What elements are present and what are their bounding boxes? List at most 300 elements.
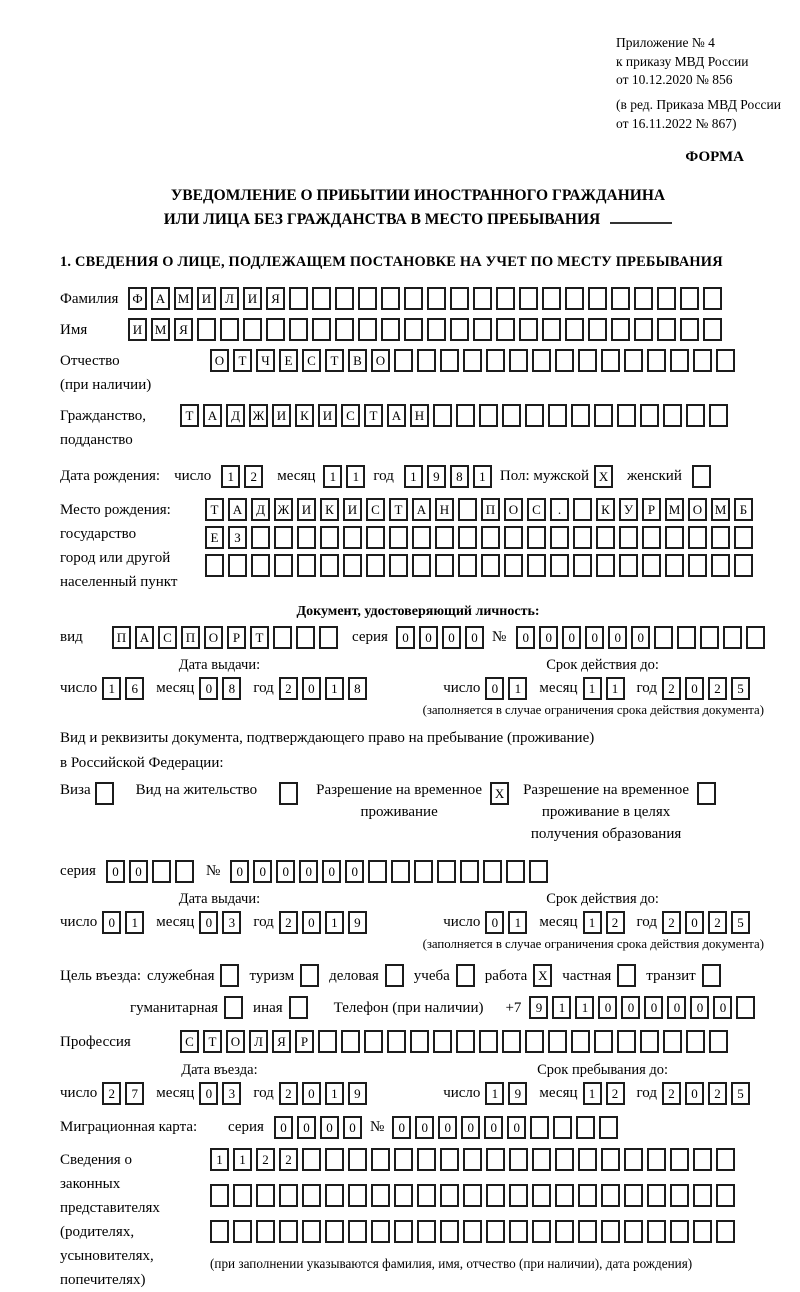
char-cell[interactable]: 1 [508, 677, 527, 700]
char-cell[interactable] [617, 1030, 636, 1053]
char-cell[interactable]: 0 [562, 626, 581, 649]
char-cell[interactable] [414, 860, 433, 883]
female-checkbox[interactable] [692, 465, 711, 488]
char-cell[interactable] [519, 287, 538, 310]
doc-number-cells[interactable] [516, 626, 769, 649]
char-cell[interactable] [210, 1184, 229, 1207]
char-cell[interactable] [596, 554, 615, 577]
char-cell[interactable] [509, 1148, 528, 1171]
char-cell[interactable]: 2 [662, 677, 681, 700]
char-cell[interactable] [486, 1220, 505, 1243]
char-cell[interactable]: 2 [708, 1082, 727, 1105]
char-cell[interactable]: 0 [685, 1082, 704, 1105]
char-cell[interactable]: О [226, 1030, 245, 1053]
char-cell[interactable]: П [481, 498, 500, 521]
char-cell[interactable] [571, 404, 590, 427]
char-cell[interactable]: С [158, 626, 177, 649]
char-cell[interactable]: Д [251, 498, 270, 521]
char-cell[interactable] [530, 1116, 549, 1139]
char-cell[interactable] [700, 626, 719, 649]
char-cell[interactable] [548, 404, 567, 427]
char-cell[interactable]: С [527, 498, 546, 521]
char-cell[interactable] [450, 318, 469, 341]
char-cell[interactable]: К [596, 498, 615, 521]
birth-month-cells[interactable] [323, 465, 369, 488]
char-cell[interactable] [417, 349, 436, 372]
char-cell[interactable]: Т [325, 349, 344, 372]
char-cell[interactable]: О [504, 498, 523, 521]
char-cell[interactable]: 3 [222, 1082, 241, 1105]
char-cell[interactable] [417, 1220, 436, 1243]
char-cell[interactable] [364, 1030, 383, 1053]
char-cell[interactable] [588, 318, 607, 341]
char-cell[interactable] [404, 287, 423, 310]
representatives-row-3[interactable] [210, 1220, 739, 1243]
char-cell[interactable] [220, 318, 239, 341]
char-cell[interactable] [152, 860, 171, 883]
char-cell[interactable] [601, 1220, 620, 1243]
purpose-business-checkbox[interactable] [385, 964, 404, 987]
doc-valid-day[interactable] [485, 677, 531, 700]
char-cell[interactable]: 5 [731, 1082, 750, 1105]
char-cell[interactable]: 5 [731, 677, 750, 700]
char-cell[interactable] [479, 1030, 498, 1053]
char-cell[interactable]: Ж [249, 404, 268, 427]
char-cell[interactable] [458, 554, 477, 577]
char-cell[interactable] [578, 349, 597, 372]
char-cell[interactable] [279, 1220, 298, 1243]
char-cell[interactable]: 1 [221, 465, 240, 488]
char-cell[interactable]: Н [435, 498, 454, 521]
char-cell[interactable] [601, 1148, 620, 1171]
char-cell[interactable] [381, 318, 400, 341]
char-cell[interactable] [481, 526, 500, 549]
firstname-cells[interactable] [128, 318, 726, 341]
char-cell[interactable] [601, 349, 620, 372]
char-cell[interactable] [716, 1148, 735, 1171]
char-cell[interactable] [550, 526, 569, 549]
char-cell[interactable] [450, 287, 469, 310]
char-cell[interactable]: Т [233, 349, 252, 372]
char-cell[interactable] [228, 554, 247, 577]
char-cell[interactable]: Л [220, 287, 239, 310]
char-cell[interactable] [640, 1030, 659, 1053]
char-cell[interactable]: 0 [713, 996, 732, 1019]
char-cell[interactable]: 2 [606, 1082, 625, 1105]
char-cell[interactable]: О [688, 498, 707, 521]
char-cell[interactable] [670, 349, 689, 372]
char-cell[interactable] [320, 526, 339, 549]
surname-cells[interactable] [128, 287, 726, 310]
char-cell[interactable] [358, 287, 377, 310]
char-cell[interactable]: 5 [731, 911, 750, 934]
char-cell[interactable] [624, 1220, 643, 1243]
char-cell[interactable]: А [135, 626, 154, 649]
char-cell[interactable] [312, 318, 331, 341]
char-cell[interactable] [693, 349, 712, 372]
char-cell[interactable] [440, 1220, 459, 1243]
char-cell[interactable]: У [619, 498, 638, 521]
char-cell[interactable]: А [412, 498, 431, 521]
char-cell[interactable] [736, 996, 755, 1019]
char-cell[interactable] [274, 526, 293, 549]
phone-cells[interactable] [529, 996, 759, 1019]
char-cell[interactable]: 0 [106, 860, 125, 883]
char-cell[interactable]: Д [226, 404, 245, 427]
char-cell[interactable] [368, 860, 387, 883]
male-checkbox[interactable]: X [594, 465, 613, 488]
char-cell[interactable]: 0 [461, 1116, 480, 1139]
char-cell[interactable] [463, 349, 482, 372]
char-cell[interactable]: 0 [274, 1116, 293, 1139]
char-cell[interactable] [320, 554, 339, 577]
char-cell[interactable]: 9 [348, 911, 367, 934]
birth-day-cells[interactable] [221, 465, 267, 488]
char-cell[interactable]: 2 [279, 1082, 298, 1105]
char-cell[interactable] [358, 318, 377, 341]
permit-issue-year[interactable] [279, 911, 371, 934]
doc-valid-month[interactable] [583, 677, 629, 700]
char-cell[interactable] [266, 318, 285, 341]
char-cell[interactable] [716, 1184, 735, 1207]
char-cell[interactable] [670, 1148, 689, 1171]
edu-permit-checkbox[interactable] [697, 782, 716, 805]
char-cell[interactable]: П [181, 626, 200, 649]
char-cell[interactable]: А [387, 404, 406, 427]
birthplace-row-3[interactable] [205, 554, 757, 577]
char-cell[interactable] [302, 1184, 321, 1207]
char-cell[interactable]: 0 [297, 1116, 316, 1139]
char-cell[interactable] [440, 1148, 459, 1171]
char-cell[interactable] [335, 318, 354, 341]
char-cell[interactable]: М [665, 498, 684, 521]
char-cell[interactable] [463, 1148, 482, 1171]
char-cell[interactable]: 0 [102, 911, 121, 934]
char-cell[interactable]: Ч [256, 349, 275, 372]
char-cell[interactable] [734, 526, 753, 549]
char-cell[interactable]: 1 [102, 677, 121, 700]
char-cell[interactable] [599, 1116, 618, 1139]
char-cell[interactable] [433, 404, 452, 427]
char-cell[interactable] [427, 287, 446, 310]
char-cell[interactable] [634, 318, 653, 341]
char-cell[interactable] [481, 554, 500, 577]
char-cell[interactable] [532, 1148, 551, 1171]
char-cell[interactable] [233, 1220, 252, 1243]
char-cell[interactable]: 0 [516, 626, 535, 649]
entry-year[interactable] [279, 1082, 371, 1105]
char-cell[interactable]: 0 [320, 1116, 339, 1139]
char-cell[interactable]: 0 [343, 1116, 362, 1139]
char-cell[interactable]: К [320, 498, 339, 521]
char-cell[interactable] [565, 318, 584, 341]
char-cell[interactable] [256, 1220, 275, 1243]
char-cell[interactable] [716, 1220, 735, 1243]
char-cell[interactable] [647, 1148, 666, 1171]
doc-issue-month[interactable] [199, 677, 245, 700]
char-cell[interactable]: 0 [507, 1116, 526, 1139]
char-cell[interactable] [709, 1030, 728, 1053]
char-cell[interactable] [341, 1030, 360, 1053]
char-cell[interactable] [404, 318, 423, 341]
char-cell[interactable]: И [197, 287, 216, 310]
char-cell[interactable] [435, 526, 454, 549]
char-cell[interactable] [553, 1116, 572, 1139]
char-cell[interactable]: 1 [473, 465, 492, 488]
char-cell[interactable] [665, 554, 684, 577]
char-cell[interactable] [435, 554, 454, 577]
char-cell[interactable] [506, 860, 525, 883]
birthplace-row-2[interactable] [205, 526, 757, 549]
char-cell[interactable] [302, 1220, 321, 1243]
char-cell[interactable] [657, 318, 676, 341]
char-cell[interactable] [624, 349, 643, 372]
char-cell[interactable]: 1 [325, 1082, 344, 1105]
char-cell[interactable]: 0 [667, 996, 686, 1019]
char-cell[interactable] [571, 1030, 590, 1053]
char-cell[interactable]: 1 [325, 911, 344, 934]
char-cell[interactable] [348, 1184, 367, 1207]
char-cell[interactable]: Я [266, 287, 285, 310]
char-cell[interactable]: 1 [323, 465, 342, 488]
char-cell[interactable]: Б [734, 498, 753, 521]
char-cell[interactable] [394, 349, 413, 372]
char-cell[interactable] [366, 554, 385, 577]
doc-valid-year[interactable] [662, 677, 754, 700]
char-cell[interactable] [205, 554, 224, 577]
purpose-other-checkbox[interactable] [289, 996, 308, 1019]
char-cell[interactable]: С [341, 404, 360, 427]
char-cell[interactable] [670, 1220, 689, 1243]
char-cell[interactable] [312, 287, 331, 310]
purpose-tourism-checkbox[interactable] [300, 964, 319, 987]
char-cell[interactable] [279, 1184, 298, 1207]
char-cell[interactable]: И [272, 404, 291, 427]
char-cell[interactable] [391, 860, 410, 883]
char-cell[interactable] [647, 1184, 666, 1207]
char-cell[interactable]: Ф [128, 287, 147, 310]
char-cell[interactable]: 0 [302, 911, 321, 934]
char-cell[interactable] [657, 287, 676, 310]
char-cell[interactable]: 1 [508, 911, 527, 934]
char-cell[interactable]: 0 [438, 1116, 457, 1139]
char-cell[interactable]: 2 [662, 1082, 681, 1105]
char-cell[interactable] [542, 287, 561, 310]
char-cell[interactable] [460, 860, 479, 883]
birth-year-cells[interactable] [404, 465, 496, 488]
char-cell[interactable] [473, 318, 492, 341]
char-cell[interactable]: 1 [583, 677, 602, 700]
char-cell[interactable]: 0 [322, 860, 341, 883]
char-cell[interactable]: 0 [396, 626, 415, 649]
char-cell[interactable] [289, 318, 308, 341]
char-cell[interactable] [647, 1220, 666, 1243]
char-cell[interactable]: 0 [253, 860, 272, 883]
char-cell[interactable]: 0 [621, 996, 640, 1019]
char-cell[interactable]: И [318, 404, 337, 427]
char-cell[interactable]: 0 [392, 1116, 411, 1139]
char-cell[interactable] [502, 1030, 521, 1053]
char-cell[interactable] [251, 554, 270, 577]
char-cell[interactable]: С [366, 498, 385, 521]
char-cell[interactable] [548, 1030, 567, 1053]
char-cell[interactable] [473, 287, 492, 310]
representatives-row-1[interactable] [210, 1148, 739, 1171]
char-cell[interactable]: С [180, 1030, 199, 1053]
char-cell[interactable] [670, 1184, 689, 1207]
char-cell[interactable] [319, 626, 338, 649]
char-cell[interactable] [289, 287, 308, 310]
char-cell[interactable] [709, 404, 728, 427]
char-cell[interactable] [504, 526, 523, 549]
char-cell[interactable]: 0 [539, 626, 558, 649]
char-cell[interactable]: 2 [279, 1148, 298, 1171]
char-cell[interactable] [456, 1030, 475, 1053]
char-cell[interactable] [371, 1184, 390, 1207]
profession-cells[interactable] [180, 1030, 732, 1053]
char-cell[interactable] [573, 526, 592, 549]
char-cell[interactable] [693, 1148, 712, 1171]
char-cell[interactable] [734, 554, 753, 577]
char-cell[interactable] [703, 287, 722, 310]
char-cell[interactable] [693, 1184, 712, 1207]
char-cell[interactable] [440, 349, 459, 372]
char-cell[interactable] [654, 626, 673, 649]
char-cell[interactable] [519, 318, 538, 341]
char-cell[interactable] [686, 404, 705, 427]
char-cell[interactable]: 1 [485, 1082, 504, 1105]
purpose-private-checkbox[interactable] [617, 964, 636, 987]
char-cell[interactable] [711, 526, 730, 549]
char-cell[interactable] [578, 1220, 597, 1243]
char-cell[interactable] [680, 318, 699, 341]
char-cell[interactable]: 0 [129, 860, 148, 883]
char-cell[interactable] [555, 1220, 574, 1243]
char-cell[interactable] [594, 1030, 613, 1053]
char-cell[interactable]: И [343, 498, 362, 521]
char-cell[interactable] [437, 860, 456, 883]
char-cell[interactable] [688, 554, 707, 577]
char-cell[interactable] [596, 526, 615, 549]
char-cell[interactable] [325, 1220, 344, 1243]
char-cell[interactable]: Т [180, 404, 199, 427]
char-cell[interactable]: 0 [644, 996, 663, 1019]
permit-issue-day[interactable] [102, 911, 148, 934]
char-cell[interactable]: 1 [346, 465, 365, 488]
entry-month[interactable] [199, 1082, 245, 1105]
char-cell[interactable]: 2 [662, 911, 681, 934]
stay-day[interactable] [485, 1082, 531, 1105]
migration-series-cells[interactable] [274, 1116, 366, 1139]
char-cell[interactable]: 0 [415, 1116, 434, 1139]
char-cell[interactable]: 0 [485, 677, 504, 700]
char-cell[interactable]: 2 [708, 677, 727, 700]
char-cell[interactable] [325, 1148, 344, 1171]
char-cell[interactable] [412, 526, 431, 549]
char-cell[interactable]: Р [227, 626, 246, 649]
char-cell[interactable]: 0 [685, 911, 704, 934]
char-cell[interactable]: 0 [608, 626, 627, 649]
char-cell[interactable]: Л [249, 1030, 268, 1053]
purpose-work-checkbox[interactable]: X [533, 964, 552, 987]
char-cell[interactable]: 0 [345, 860, 364, 883]
char-cell[interactable]: И [128, 318, 147, 341]
char-cell[interactable] [594, 404, 613, 427]
char-cell[interactable] [348, 1148, 367, 1171]
migration-number-cells[interactable] [392, 1116, 622, 1139]
char-cell[interactable]: И [243, 287, 262, 310]
char-cell[interactable] [458, 526, 477, 549]
char-cell[interactable]: К [295, 404, 314, 427]
char-cell[interactable]: 0 [302, 1082, 321, 1105]
char-cell[interactable] [273, 626, 292, 649]
char-cell[interactable] [486, 1148, 505, 1171]
char-cell[interactable] [251, 526, 270, 549]
char-cell[interactable] [486, 349, 505, 372]
doc-issue-day[interactable] [102, 677, 148, 700]
permit-valid-month[interactable] [583, 911, 629, 934]
char-cell[interactable]: 2 [279, 911, 298, 934]
char-cell[interactable]: 2 [606, 911, 625, 934]
char-cell[interactable] [746, 626, 765, 649]
char-cell[interactable]: 1 [583, 1082, 602, 1105]
char-cell[interactable]: 1 [233, 1148, 252, 1171]
char-cell[interactable] [427, 318, 446, 341]
permit-series-cells[interactable] [106, 860, 198, 883]
char-cell[interactable] [542, 318, 561, 341]
char-cell[interactable] [578, 1148, 597, 1171]
char-cell[interactable] [417, 1184, 436, 1207]
visa-checkbox[interactable] [95, 782, 114, 805]
char-cell[interactable] [483, 860, 502, 883]
char-cell[interactable]: 2 [102, 1082, 121, 1105]
char-cell[interactable]: И [297, 498, 316, 521]
char-cell[interactable] [565, 287, 584, 310]
char-cell[interactable] [555, 349, 574, 372]
char-cell[interactable] [688, 526, 707, 549]
char-cell[interactable] [634, 287, 653, 310]
char-cell[interactable]: 1 [404, 465, 423, 488]
char-cell[interactable] [296, 626, 315, 649]
purpose-official-checkbox[interactable] [220, 964, 239, 987]
char-cell[interactable] [440, 1184, 459, 1207]
char-cell[interactable]: А [203, 404, 222, 427]
char-cell[interactable]: 1 [606, 677, 625, 700]
char-cell[interactable] [371, 1220, 390, 1243]
char-cell[interactable]: 0 [299, 860, 318, 883]
char-cell[interactable] [297, 554, 316, 577]
char-cell[interactable]: 8 [222, 677, 241, 700]
stay-month[interactable] [583, 1082, 629, 1105]
char-cell[interactable] [412, 554, 431, 577]
char-cell[interactable] [716, 349, 735, 372]
temp-permit-checkbox[interactable]: X [490, 782, 509, 805]
char-cell[interactable] [525, 1030, 544, 1053]
char-cell[interactable] [297, 526, 316, 549]
char-cell[interactable] [504, 554, 523, 577]
char-cell[interactable] [335, 287, 354, 310]
char-cell[interactable]: В [348, 349, 367, 372]
char-cell[interactable] [302, 1148, 321, 1171]
purpose-transit-checkbox[interactable] [702, 964, 721, 987]
char-cell[interactable]: М [174, 287, 193, 310]
char-cell[interactable]: 1 [210, 1148, 229, 1171]
representatives-row-2[interactable] [210, 1184, 739, 1207]
char-cell[interactable]: 2 [256, 1148, 275, 1171]
char-cell[interactable] [723, 626, 742, 649]
char-cell[interactable]: 8 [450, 465, 469, 488]
char-cell[interactable]: 9 [529, 996, 548, 1019]
